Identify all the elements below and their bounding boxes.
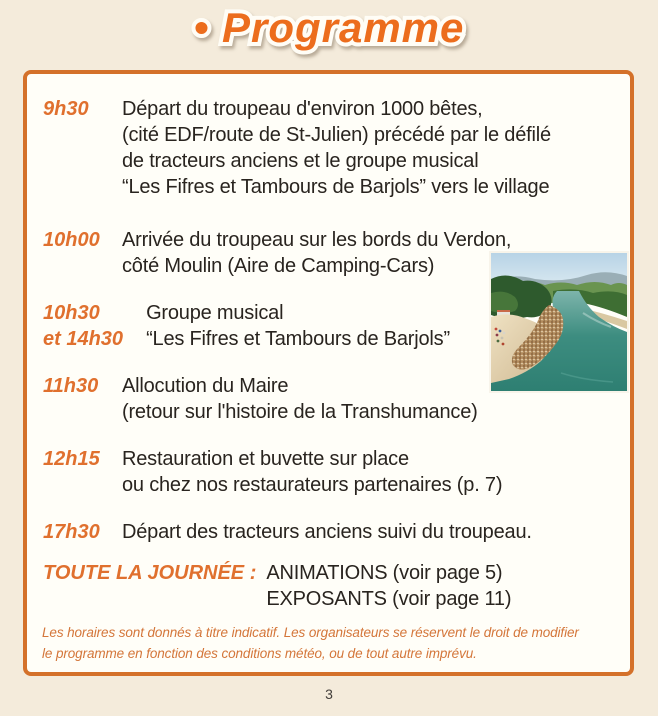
schedule-time bbox=[43, 227, 122, 279]
description-line: “Les Fifres et Tambours de Barjols” vers le village bbox=[122, 176, 550, 198]
time-line: 17h30 bbox=[43, 521, 100, 543]
description-line: “Les Fifres et Tambours de Barjols” bbox=[146, 328, 450, 350]
time-line: 11h30 bbox=[43, 375, 99, 397]
footnote bbox=[42, 622, 630, 664]
description-line: ANIMATIONS (voir page 5) bbox=[266, 562, 503, 584]
description-line: Départ des tracteurs anciens suivi du troupeau. bbox=[122, 521, 532, 543]
schedule-time bbox=[43, 96, 122, 200]
page-title-text: • Programme • Programme bbox=[194, 4, 465, 52]
schedule-description bbox=[122, 519, 616, 545]
time-line: 10h30 bbox=[43, 302, 100, 324]
schedule-time bbox=[43, 300, 123, 352]
description-line: Arrivée du troupeau sur les bords du Verdon, bbox=[122, 229, 512, 251]
time-line: 12h15 bbox=[43, 448, 100, 470]
description-line: EXPOSANTS (voir page 11) bbox=[266, 588, 512, 610]
schedule-description bbox=[122, 96, 616, 200]
description-line: (cité EDF/route de St-Julien) précédé par le défilé bbox=[122, 124, 551, 146]
schedule-description bbox=[122, 446, 616, 498]
time-line: 10h00 bbox=[43, 229, 100, 251]
river-photo-illustration bbox=[491, 253, 627, 391]
time-line: 9h30 bbox=[43, 98, 89, 120]
description-line: Départ du troupeau d'environ 1000 bêtes, bbox=[122, 98, 483, 120]
time-line: TOUTE LA JOURNÉE : bbox=[43, 562, 257, 584]
description-line: côté Moulin (Aire de Camping-Cars) bbox=[122, 255, 435, 277]
schedule-time bbox=[43, 446, 122, 498]
time-line: et 14h30 bbox=[43, 328, 124, 350]
schedule-time bbox=[43, 519, 122, 545]
description-line: ou chez nos restaurateurs partenaires (p. 7) bbox=[122, 474, 503, 496]
footnote-line: Les horaires sont donnés à titre indicatif. Les organisateurs se réservent le droit de modifier bbox=[42, 625, 579, 640]
schedule-time bbox=[43, 373, 122, 425]
description-line: Allocution du Maire bbox=[122, 375, 289, 397]
transhumance-river-photo bbox=[491, 253, 627, 391]
description-line: de tracteurs anciens et le groupe musical bbox=[122, 150, 479, 172]
programme-box bbox=[23, 70, 634, 676]
page-number: 3 bbox=[325, 686, 333, 702]
description-line: Restauration et buvette sur place bbox=[122, 448, 409, 470]
description-line: Groupe musical bbox=[146, 302, 284, 324]
schedule-row bbox=[43, 560, 616, 612]
schedule-row bbox=[43, 96, 616, 200]
schedule-time bbox=[43, 560, 256, 612]
schedule-row bbox=[43, 446, 616, 498]
schedule-row bbox=[43, 519, 616, 545]
page-title bbox=[0, 4, 658, 52]
footnote-line: le programme en fonction des conditions météo, ou de tout autre imprévu. bbox=[42, 646, 477, 661]
schedule-description bbox=[266, 560, 616, 612]
description-line: (retour sur l'histoire de la Transhumance) bbox=[122, 401, 478, 423]
